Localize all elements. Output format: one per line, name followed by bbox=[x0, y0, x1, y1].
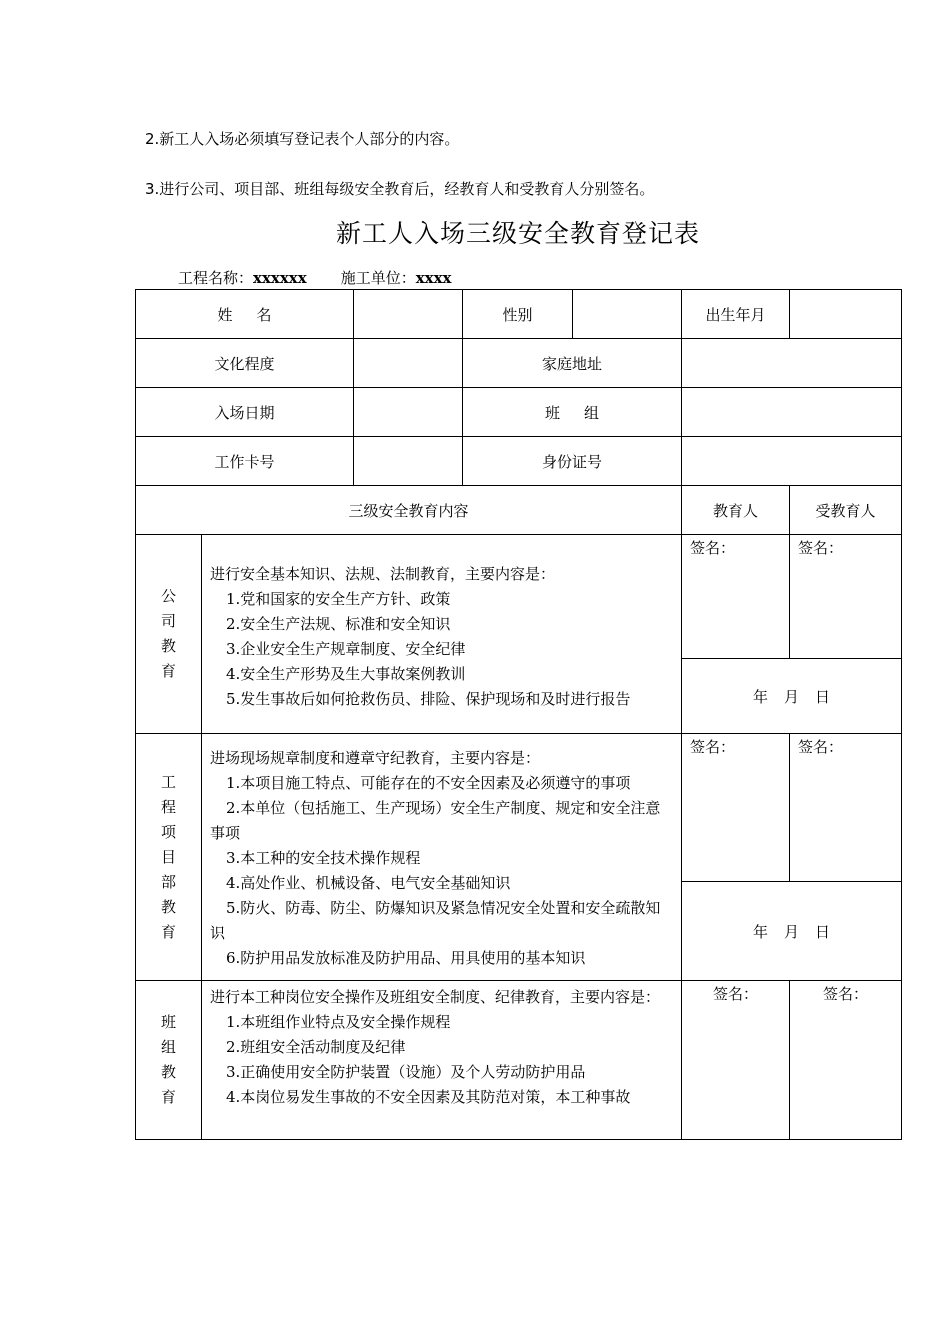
list-item: 4.高处作业、机械设备、电气安全基础知识 bbox=[226, 874, 511, 892]
team-education-label: 班 组 教 育 bbox=[136, 981, 202, 1140]
team-education-content: 进行本工种岗位安全操作及班组安全制度、纪律教育，主要内容是： 1.本班组作业特点及安全操作规程 2.班组安全活动制度及纪律 3.正确使用安全防护装置（设施）及个人劳动防护用品 4.本岗位易发生事故的不安全因素及其防范对策，本工种事故 bbox=[202, 981, 682, 1140]
row-section-header bbox=[136, 486, 902, 535]
list-item: 5.发生事故后如何抢救伤员、排险、保护现场和及时进行报告 bbox=[226, 690, 631, 708]
project-info-line bbox=[178, 267, 451, 288]
entry-date-value-cell[interactable] bbox=[354, 388, 463, 437]
note-line-3: 3.进行公司、项目部、班组每级安全教育后，经教育人和受教育人分别签名。 bbox=[145, 180, 655, 198]
team-value-cell[interactable] bbox=[682, 388, 902, 437]
list-item: 5.防火、防毒、防尘、防爆知识及紧急情况安全处置和安全疏散知识 bbox=[210, 899, 661, 942]
team-education-row bbox=[136, 981, 902, 1140]
list-item: 1.本班组作业特点及安全操作规程 bbox=[226, 1013, 451, 1031]
work-card-value-cell[interactable] bbox=[354, 437, 463, 486]
list-item: 2.班组安全活动制度及纪律 bbox=[226, 1038, 406, 1056]
list-item: 1.党和国家的安全生产方针、政策 bbox=[226, 590, 451, 608]
company-education-label: 公 司 教 育 bbox=[136, 535, 202, 734]
list-item: 3.正确使用安全防护装置（设施）及个人劳动防护用品 bbox=[226, 1063, 586, 1081]
row-name bbox=[136, 290, 902, 339]
education-label: 文化程度 bbox=[136, 339, 354, 388]
project-educatee-signature[interactable]: 签名： bbox=[790, 734, 902, 882]
address-value-cell[interactable] bbox=[682, 339, 902, 388]
company-education-row bbox=[136, 535, 902, 659]
work-card-label: 工作卡号 bbox=[136, 437, 354, 486]
id-number-value-cell[interactable] bbox=[682, 437, 902, 486]
project-education-label: 工 程 项 目 部 教 育 bbox=[136, 734, 202, 981]
company-educatee-signature[interactable]: 签名： bbox=[790, 535, 902, 659]
list-item: 3.企业安全生产规章制度、安全纪律 bbox=[226, 640, 466, 658]
project-name-label: 工程名称： bbox=[178, 269, 254, 287]
team-label: 班 组 bbox=[463, 388, 682, 437]
educator-header: 教育人 bbox=[682, 486, 790, 535]
list-item: 6.防护用品发放标准及防护用品、用具使用的基本知识 bbox=[226, 949, 586, 967]
project-educator-signature[interactable]: 签名： bbox=[682, 734, 790, 882]
list-item: 3.本工种的安全技术操作规程 bbox=[226, 849, 421, 867]
team-educatee-signature[interactable]: 签名： bbox=[790, 981, 902, 1140]
project-education-content: 进场现场规章制度和遵章守纪教育，主要内容是： 1.本项目施工特点、可能存在的不安全因素及必须遵守的事项 2.本单位（包括施工、生产现场）安全生产制度、规定和安全注意事项 3.本工种的安全技术操作规程 4.高处作业、机械设备、电气安全基础知识 5.防火、防毒、防尘、防爆知识及紧急情况安全处置和安全疏散知识 6.防护用品发放标准及防护用品、用具使用的基本知识 bbox=[202, 734, 682, 981]
list-item: 4.本岗位易发生事故的不安全因素及其防范对策，本工种事故 bbox=[226, 1088, 631, 1106]
registration-table bbox=[135, 289, 902, 1140]
gender-label: 性别 bbox=[463, 290, 573, 339]
form-title: 新工人入场三级安全教育登记表 bbox=[335, 219, 700, 248]
gender-value-cell[interactable] bbox=[573, 290, 682, 339]
id-number-label: 身份证号 bbox=[463, 437, 682, 486]
entry-date-label: 入场日期 bbox=[136, 388, 354, 437]
row-education bbox=[136, 339, 902, 388]
education-value-cell[interactable] bbox=[354, 339, 463, 388]
team-educator-signature[interactable]: 签名： bbox=[682, 981, 790, 1140]
list-item: 2.安全生产法规、标准和安全知识 bbox=[226, 615, 451, 633]
educatee-header: 受教育人 bbox=[790, 486, 902, 535]
project-name-value: xxxxxx bbox=[253, 269, 307, 287]
project-education-row bbox=[136, 734, 902, 882]
name-value-cell[interactable] bbox=[354, 290, 463, 339]
row-entry-date bbox=[136, 388, 902, 437]
list-item: 4.安全生产形势及生大事故案例教训 bbox=[226, 665, 466, 683]
content-header: 三级安全教育内容 bbox=[136, 486, 682, 535]
company-educator-signature[interactable]: 签名： bbox=[682, 535, 790, 659]
birth-value-cell[interactable] bbox=[790, 290, 902, 339]
list-item: 1.本项目施工特点、可能存在的不安全因素及必须遵守的事项 bbox=[226, 774, 631, 792]
project-date[interactable]: 年 月 日 bbox=[682, 882, 902, 981]
construction-unit-value: xxxx bbox=[415, 269, 452, 287]
company-date[interactable]: 年 月 日 bbox=[682, 659, 902, 734]
list-item: 2.本单位（包括施工、生产现场）安全生产制度、规定和安全注意事项 bbox=[210, 799, 661, 842]
note-line-2: 2.新工人入场必须填写登记表个人部分的内容。 bbox=[145, 130, 460, 148]
birth-label: 出生年月 bbox=[682, 290, 790, 339]
name-label: 姓 名 bbox=[136, 290, 354, 339]
address-label: 家庭地址 bbox=[463, 339, 682, 388]
construction-unit-label: 施工单位： bbox=[340, 269, 416, 287]
row-work-card bbox=[136, 437, 902, 486]
company-education-content: 进行安全基本知识、法规、法制教育，主要内容是： 1.党和国家的安全生产方针、政策 2.安全生产法规、标准和安全知识 3.企业安全生产规章制度、安全纪律 4.安全生产形势及生大事故案例教训 5.发生事故后如何抢救伤员、排险、保护现场和及时进行报告 bbox=[202, 535, 682, 734]
